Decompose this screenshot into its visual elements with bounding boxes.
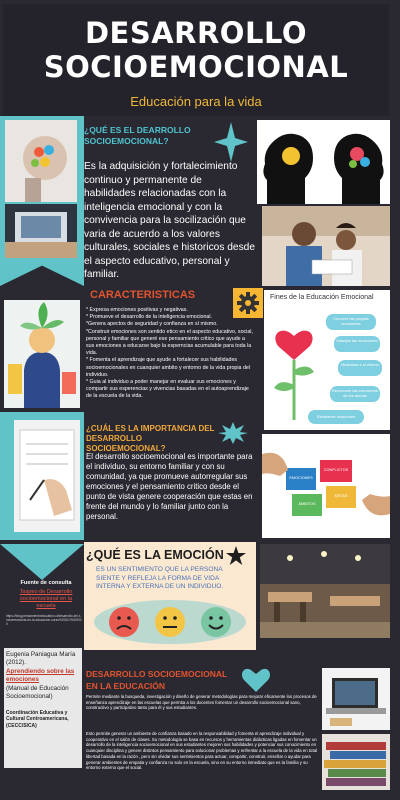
educacion-para-2: Esto permite generar un ambiente de confianza basado en la responsabilidad y fomenta el aprendizaje individual y cooperativo en el salón de clases. Su metodología se basa en recursos y herramientas didácticas ligadas en fomentar un desarrollo de la inteligencia socioemocional en sus estudiantes mejoren sus habilidades y potenciar sus conocimiento en cuanquier disciplina y genere distintos pensamiento para solucionar problemas y enfrentar a la escuela de la vida en total libertad basada en la razón , pero sin olvidar sus sentimientos para actuar, compartir, construir, enseñar o ayudar para generar ambientes de empatia y confianza no solo en la escuela, sino en su entorno inmediato que es la familia y su entorno externo que el social. (86, 731, 317, 771)
title-line-1: DESARROLLO (84, 16, 308, 50)
autor-org: Coordinación Educativa y Cultural Centroamericana, (CECC/SICA) (6, 710, 69, 729)
heart-icon (242, 668, 270, 692)
caracteristica-item: * Expresa emociones positivas y negativas. (86, 307, 188, 313)
puzzle-label: METAS (334, 494, 348, 498)
importancia-heading: ¿CUÁL ES LA IMPORTANCIA DEL DESARROLLO SOCIOEMOCIONAL? (86, 424, 215, 453)
title-line-2: SOCIOEMOCIONAL (43, 50, 349, 84)
caracteristicas-heading: CARACTERISTICAS (90, 289, 196, 301)
teal-chevron-shape (0, 544, 84, 580)
autor-name: Eugenia Paniagua María (2012). (6, 651, 76, 666)
puzzle-hands-image (262, 434, 390, 538)
head-illustration-image (5, 120, 77, 202)
educacion-heading-2: EN LA EDUCACIÓN (86, 681, 166, 691)
importancia-body: El desarrollo socioemocional es importante para el individuo, su entorno familiar y con su comunidad, ya que promueve autorregular sus emociones y el pensamiento critico desde el punto de vista genere cooperación que estas en frente del mundo y lo familiar junto con la personal. (86, 452, 253, 521)
fines-title: Fines de la Educación Emocional (270, 294, 374, 301)
fines-item: Manejar las emociones (336, 338, 378, 343)
classroom-image (260, 544, 390, 638)
writing-hand-image (14, 420, 80, 532)
que-es-body: Es la adquisición y fortalecimiento continuo y permanente de habilidades relacionadas con la inteligencia emocional y con la convivencia para la socilización que varia de acuerdo a los valores culturales, sociales e historicos desde el aspecto educativo, personal y familiar. (84, 161, 256, 280)
fines-item: Establecer relaciones (316, 414, 356, 419)
autor-highlight[interactable]: Aprendiendo sobre las emociones (6, 668, 75, 683)
fines-diagram (264, 290, 390, 430)
hands-device-image (5, 204, 77, 258)
laptop-image (322, 668, 390, 730)
puzzle-label: ÁMBITOS (298, 502, 316, 506)
caracteristica-item: *Genera apectos de seguridad y confianza en sí mismo. (86, 321, 218, 328)
caracteristica-item: * Fomenta el aprendizaje que ayude a fortalecer sus habilidades socioemocionales en cuanquier ambito y entorno de la vida propia del individuo. (86, 357, 251, 378)
fines-item: Conocer las propias emociones (333, 316, 369, 326)
emocion-heading: ¿QUÉ ES LA EMOCIÓN (86, 548, 224, 562)
star-icon (214, 122, 248, 162)
sun-burst-icon (218, 422, 248, 444)
caracteristica-item: * Guia al individuo a poder manejar en evaluar sus emociones y compartir sus esperencias y vivencias basadas en el autoaprendizaje de la escuela de la vida. (86, 379, 249, 400)
autor-manual: (Manual de Educación Socioemocional) (6, 685, 69, 700)
puzzle-label: EMOCIONES (289, 476, 313, 480)
fines-item: Motivarse a sí mismo (341, 362, 379, 367)
caracteristicas-list (86, 307, 254, 401)
fuente-url[interactable]: https://blog.pensamientoeducativo.cl/desarrollo-del-socioemocional-en-la-educacion-curso%2fJUO%2f2020 (6, 614, 82, 627)
fuente-heading: Fuente de consulta (20, 580, 72, 586)
puzzle-label: CONFLICTOS (323, 468, 349, 472)
subtitle: Educación para la vida (130, 94, 262, 109)
emocion-body: ES UN SENTIMIENTO QUE LA PERSONA SIENTE Y REFLEJA LA FORMA DE VIDA INTERNA Y EXTERNA DE UN INDIVIDUO. (96, 566, 224, 591)
heads-profile-image (257, 120, 390, 204)
educacion-heading-1: DESARROLLO SOCIOEMOCIONAL (86, 669, 228, 679)
books-image (322, 734, 390, 790)
que-es-heading: ¿QUÉ ES EL DEARROLLO SOCIOEMOCIONAL? (84, 125, 191, 146)
fines-item: Reconocer las emociones de los demás (331, 388, 379, 398)
growth-illustration-image (4, 300, 80, 408)
caracteristica-item: * Promueve el desarrollo de la inteligencia emocional. (86, 314, 213, 321)
star-icon (226, 546, 246, 566)
educacion-para-1: Permite mediante la busqueda, investigación y diseño de generar metodologías para mejorar eficamente los procesos de enseñanza aprendizaje en las escuelas que permita a los docentes fomentar un desarrollo socioemocional sano, constructivo y participativo tanto para él y sus estudiantes. (86, 694, 317, 711)
fuente-link[interactable]: Taspeo de Desarrollo socioemocional en la escuela (19, 589, 73, 609)
emotion-faces-image (90, 598, 250, 646)
header (3, 4, 389, 116)
family-reading-image (262, 206, 390, 286)
caracteristica-item: *Construir emociones son sentido etico en el aspecto educativo, social, personal y familiar que generé ese pensamiento critico que ayude a sus emociones a educarse bajo la esperncias acumulable para toda la vida. (86, 328, 253, 357)
